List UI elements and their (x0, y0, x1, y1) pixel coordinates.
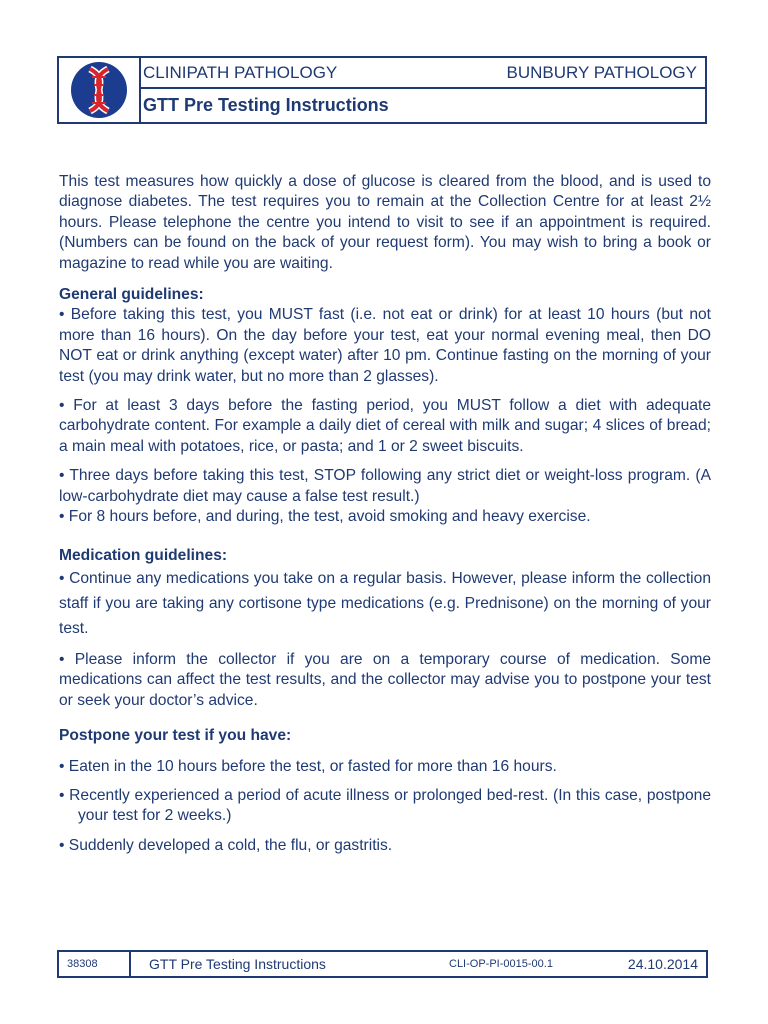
document-footer (57, 950, 708, 978)
postpone-item-3: • Suddenly developed a cold, the flu, or gastritis. (59, 836, 393, 854)
footer-date: 24.10.2014 (627, 956, 698, 972)
document-body (59, 172, 711, 865)
footer-title: GTT Pre Testing Instructions (149, 956, 326, 972)
general-item-1: • Before taking this test, you MUST fast (i.e. not eat or drink) for at least 10 hours (but not more than 16 hours). On the day before your test, eat your normal evening meal, then DO NOT eat or drink anything (except water) after 10 pm. Continue fasting on the morning of your test (you may drink water, but no more than 2 glasses). (59, 306, 711, 385)
footer-doc-id: CLI-OP-PI-0015-00.1 (449, 958, 553, 970)
document-header (57, 56, 707, 124)
general-item-2: • For at least 3 days before the fasting period, you MUST follow a diet with adequate carbohydrate content. For example a daily diet of cereal with milk and sugar; 4 slices of bread; a main meal with potatoes, rice, or pasta; and 1 or 2 sweet biscuits. (59, 397, 711, 455)
header-org-row (139, 58, 705, 89)
postpone-item-2: • Recently experienced a period of acute illness or prolonged bed-rest. (In this case, postpone your test for 2 weeks.) (59, 786, 711, 825)
medication-item-1: • Continue any medications you take on a regular basis. However, please inform the collection staff if you are taking any cortisone type medications (e.g. Prednisone) on the morning of your test. (59, 569, 711, 637)
document-title: GTT Pre Testing Instructions (143, 95, 389, 115)
general-item-3: • Three days before taking this test, STOP following any strict diet or weight-loss program. (A low-carbohydrate diet may cause a false test result.) (59, 467, 711, 505)
intro-paragraph: This test measures how quickly a dose of glucose is cleared from the blood, and is used to diagnose diabetes. The test requires you to remain at the Collection Centre for at least 2½ hours. Please telephone the centre you intend to visit to see if an appointment is required. (Numbers can be found on the back of your request form). You may wish to bring a book or magazine to read while you are waiting. (59, 173, 711, 272)
postpone-heading: Postpone your test if you have: (59, 727, 292, 745)
medication-item-2: • Please inform the collector if you are on a temporary course of medication. Some medications can affect the test results, and the collector may advise you to postpone your test or seek your doctor’s advice. (59, 650, 711, 709)
dna-helix-icon (70, 61, 128, 119)
general-item-4: • For 8 hours before, and during, the test, avoid smoking and heavy exercise. (59, 508, 591, 526)
postpone-item-1: • Eaten in the 10 hours before the test, or fasted for more than 16 hours. (59, 757, 557, 775)
medication-guidelines-heading: Medication guidelines: (59, 546, 228, 564)
general-guidelines-heading: General guidelines: (59, 286, 204, 304)
org-name-left: CLINIPATH PATHOLOGY (143, 62, 338, 82)
org-name-right: BUNBURY PATHOLOGY (506, 62, 697, 82)
footer-code: 38308 (59, 952, 131, 976)
logo (59, 58, 141, 122)
